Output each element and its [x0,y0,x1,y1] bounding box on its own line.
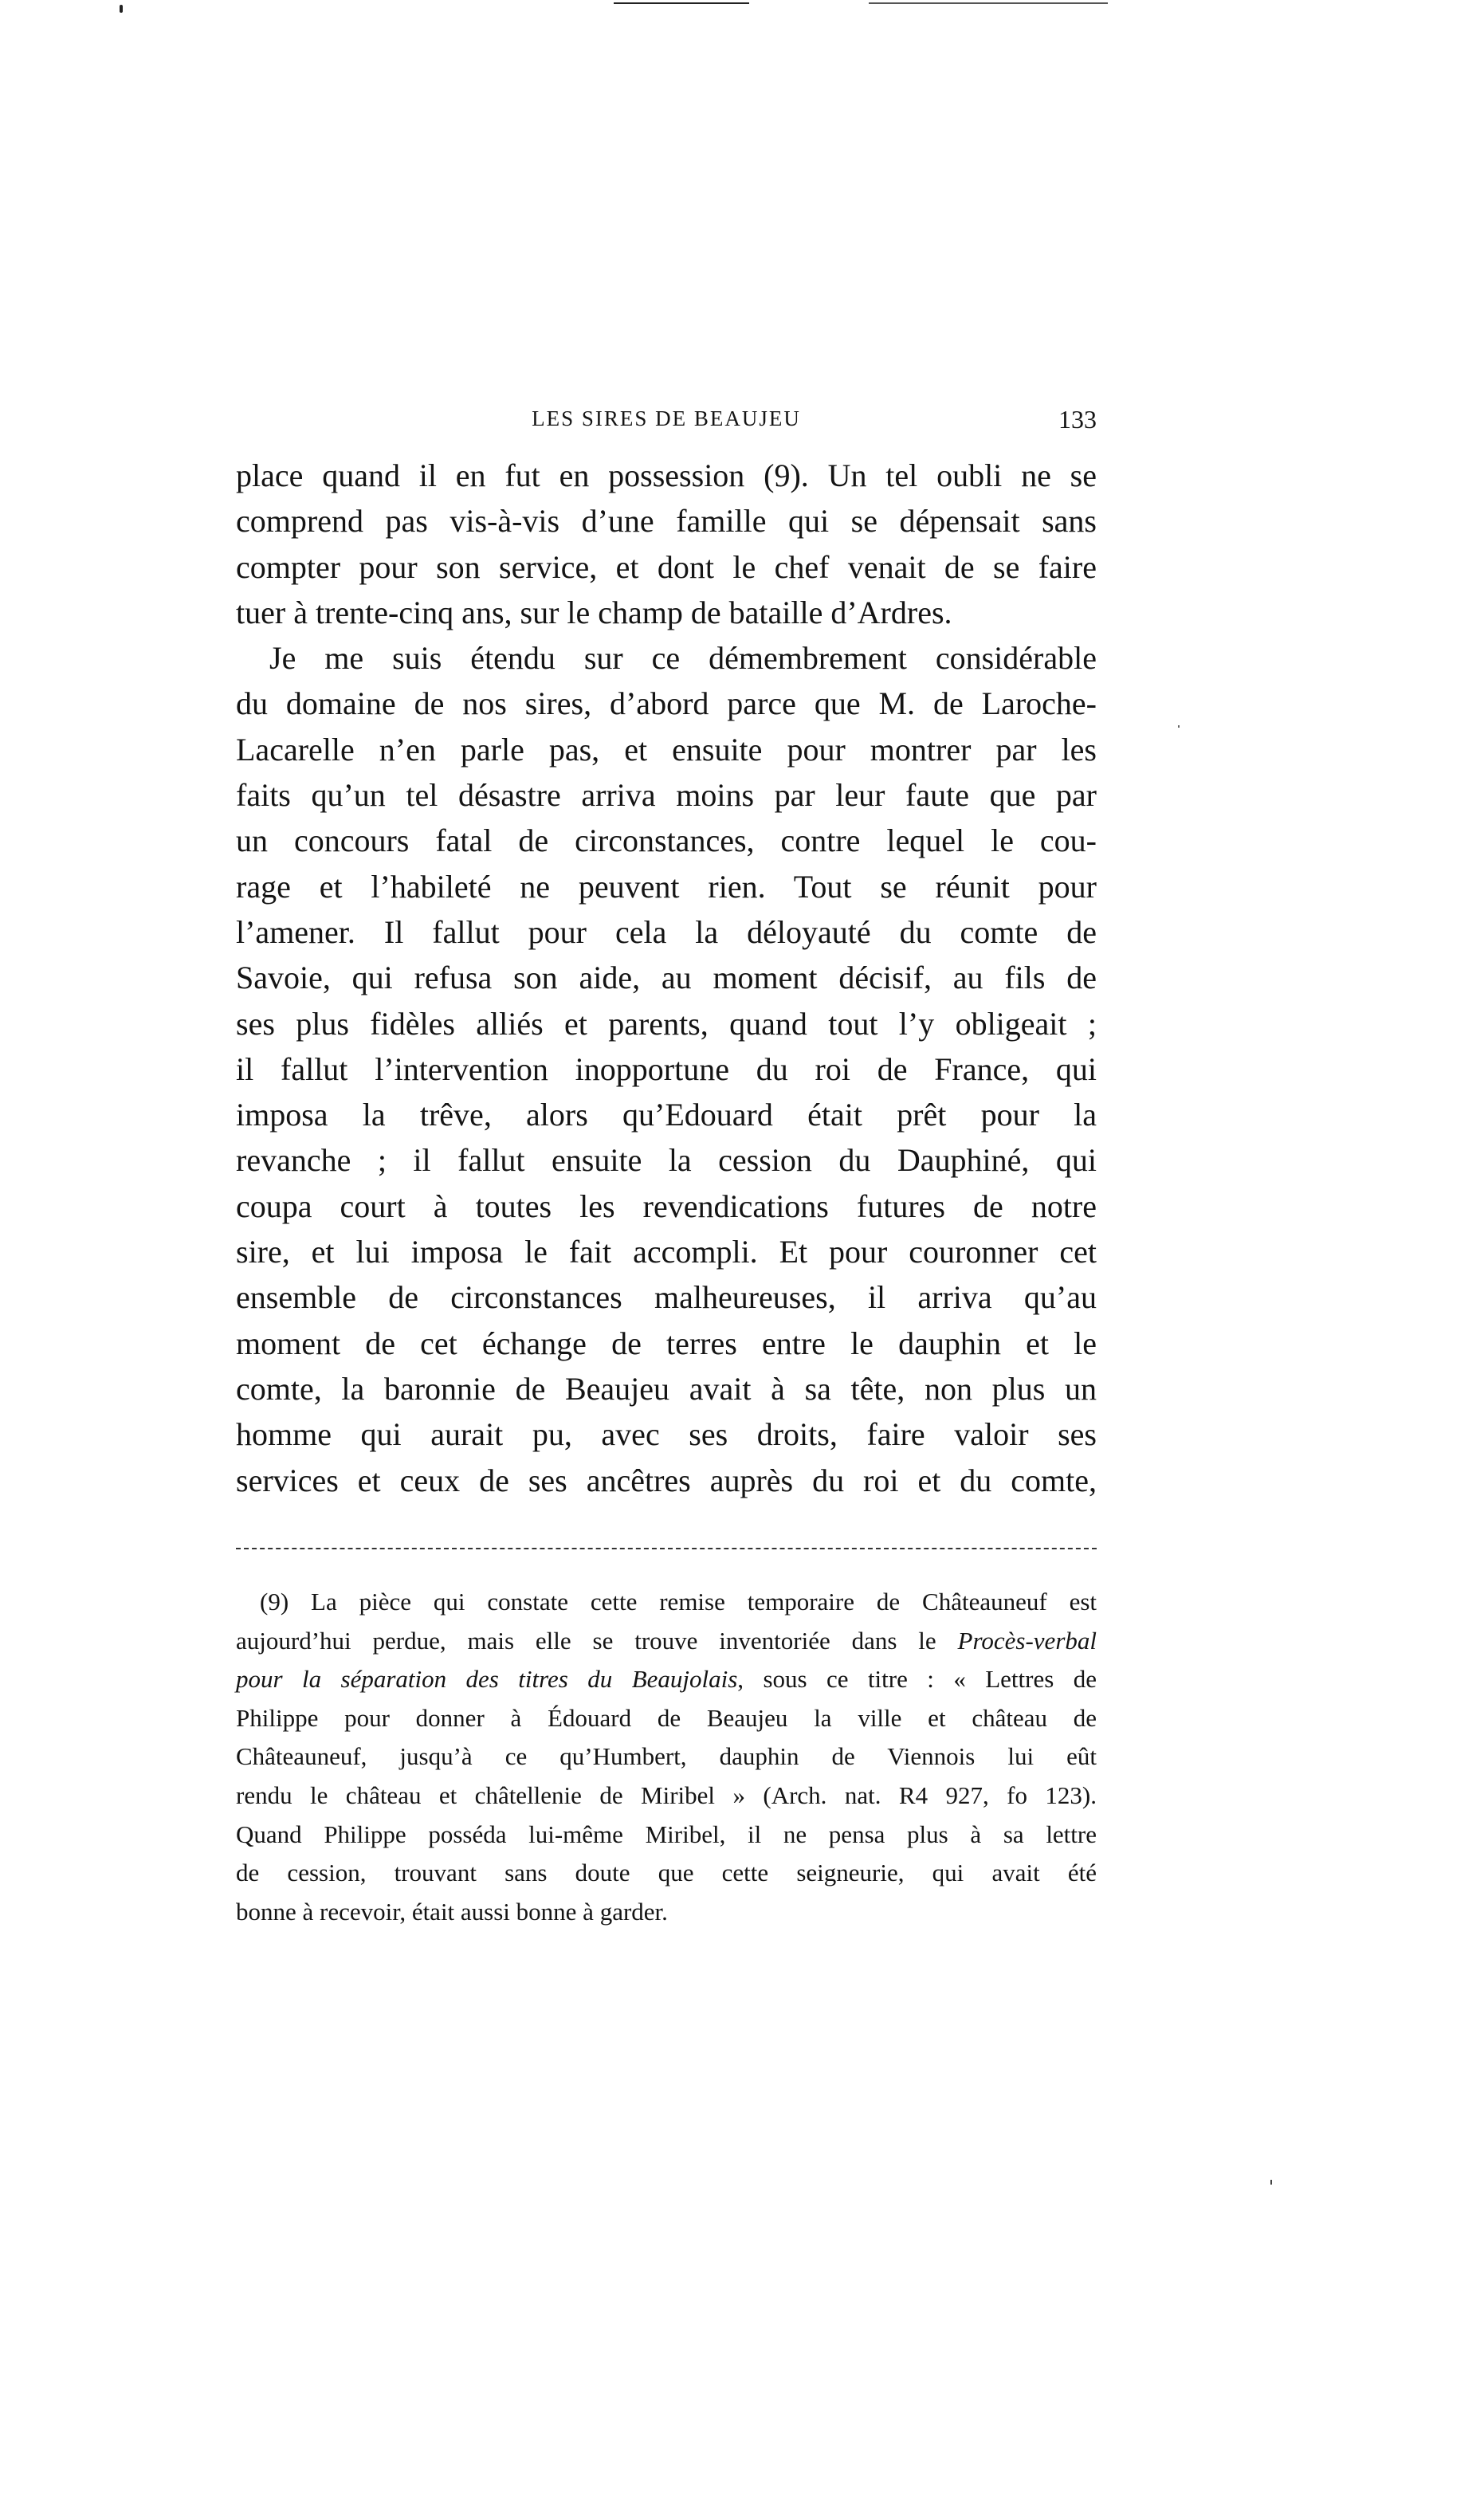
footnote-text: , sous ce titre : « Lettres de [737,1665,1097,1694]
text-line: tuer à trente-cinq ans, sur le champ de bataille d’Ardres. [236,594,952,630]
text-line: services et ceux de ses ancêtres auprès du roi et du comte, [236,1462,1097,1498]
footnote-line: Quand Philippe posséda lui-même Miribel, il ne pensa plus à sa lettre [236,1820,1097,1848]
page-number: 133 [1058,405,1097,434]
scan-artifact [614,2,749,4]
text-line: Lacarelle n’en parle pas, et ensuite pour montrer par les [236,731,1097,768]
footnote-line [236,1583,1097,1622]
text-line: compter pour son service, et dont le chef venait de se faire [236,548,1097,585]
footnote-line: Philippe pour donner à Édouard de Beaujeu la ville et château de [236,1703,1097,1732]
text-line: Savoie, qui refusa son aide, au moment décisif, au fils de [236,960,1097,996]
running-title: LES SIRES DE BEAUJEU [532,406,801,430]
body-text [236,453,1097,1503]
footnote-text: La pièce qui constate cette remise temporaire de Châteauneuf est [311,1588,1097,1616]
text-line: du domaine de nos sires, d’abord parce que M. de Laroche- [236,685,1097,722]
footnote-italic-title: Procès-verbal [957,1626,1097,1655]
text-line: coupa court à toutes les revendications futures de notre [236,1188,1097,1224]
footnote-separator [236,1548,1097,1549]
text-line: imposa la trêve, alors qu’Edouard était prêt pour la [236,1097,1097,1133]
text-line: il fallut l’intervention inopportune du roi de France, qui [236,1050,1097,1087]
footnote-line: rendu le château et châtellenie de Miribel » (Arch. nat. R4 927, fo 123). [236,1780,1097,1809]
footnote-line: bonne à recevoir, était aussi bonne à garder. [236,1897,668,1926]
text-line: l’amener. Il fallut pour cela la déloyauté du comte de [236,913,1097,950]
text-line: rage et l’habileté ne peuvent rien. Tout se réunit pour [236,868,1097,905]
text-line: homme qui aurait pu, avec ses droits, faire valoir ses [236,1416,1097,1453]
text-line: place quand il en fut en possession (9). Un tel oubli ne se [236,457,1097,493]
text-line: sire, et lui imposa le fait accompli. Et pour couronner cet [236,1234,1097,1270]
text-line: ses plus fidèles alliés et parents, quand tout l’y obligeait ; [236,1005,1097,1042]
footnote-italic-title: pour la séparation des titres du Beaujolais [236,1665,738,1694]
footnote-line: Châteauneuf, jusqu’à ce qu’Humbert, dauphin de Viennois lui eût [236,1742,1097,1771]
text-line: Je me suis étendu sur ce démembrement considérable [269,640,1097,677]
text-line: un concours fatal de circonstances, contre lequel le cou- [236,823,1097,859]
text-line: comprend pas vis-à-vis d’une famille qui se dépensait sans [236,503,1097,540]
text-line: moment de cet échange de terres entre le dauphin et le [236,1325,1097,1361]
footnote-9 [236,1583,1097,1931]
scan-artifact [1270,2180,1272,2185]
text-line: revanche ; il fallut ensuite la cession du Dauphiné, qui [236,1142,1097,1179]
footnote-line [236,1622,1097,1661]
footnote-text: aujourd’hui perdue, mais elle se trouve inventoriée dans le [236,1626,958,1655]
footnote-marker: (9) [260,1588,289,1616]
scan-artifact [120,5,123,13]
scan-artifact [1178,725,1180,728]
text-line: ensemble de circonstances malheureuses, il arriva qu’au [236,1279,1097,1316]
text-line: faits qu’un tel désastre arriva moins par leur faute que par [236,777,1097,814]
scan-artifact [869,2,1108,4]
running-header [236,400,1097,438]
footnote-line: de cession, trouvant sans doute que cette seigneurie, qui avait été [236,1859,1097,1887]
footnote-line [236,1660,1097,1699]
text-line: comte, la baronnie de Beaujeu avait à sa tête, non plus un [236,1370,1097,1407]
